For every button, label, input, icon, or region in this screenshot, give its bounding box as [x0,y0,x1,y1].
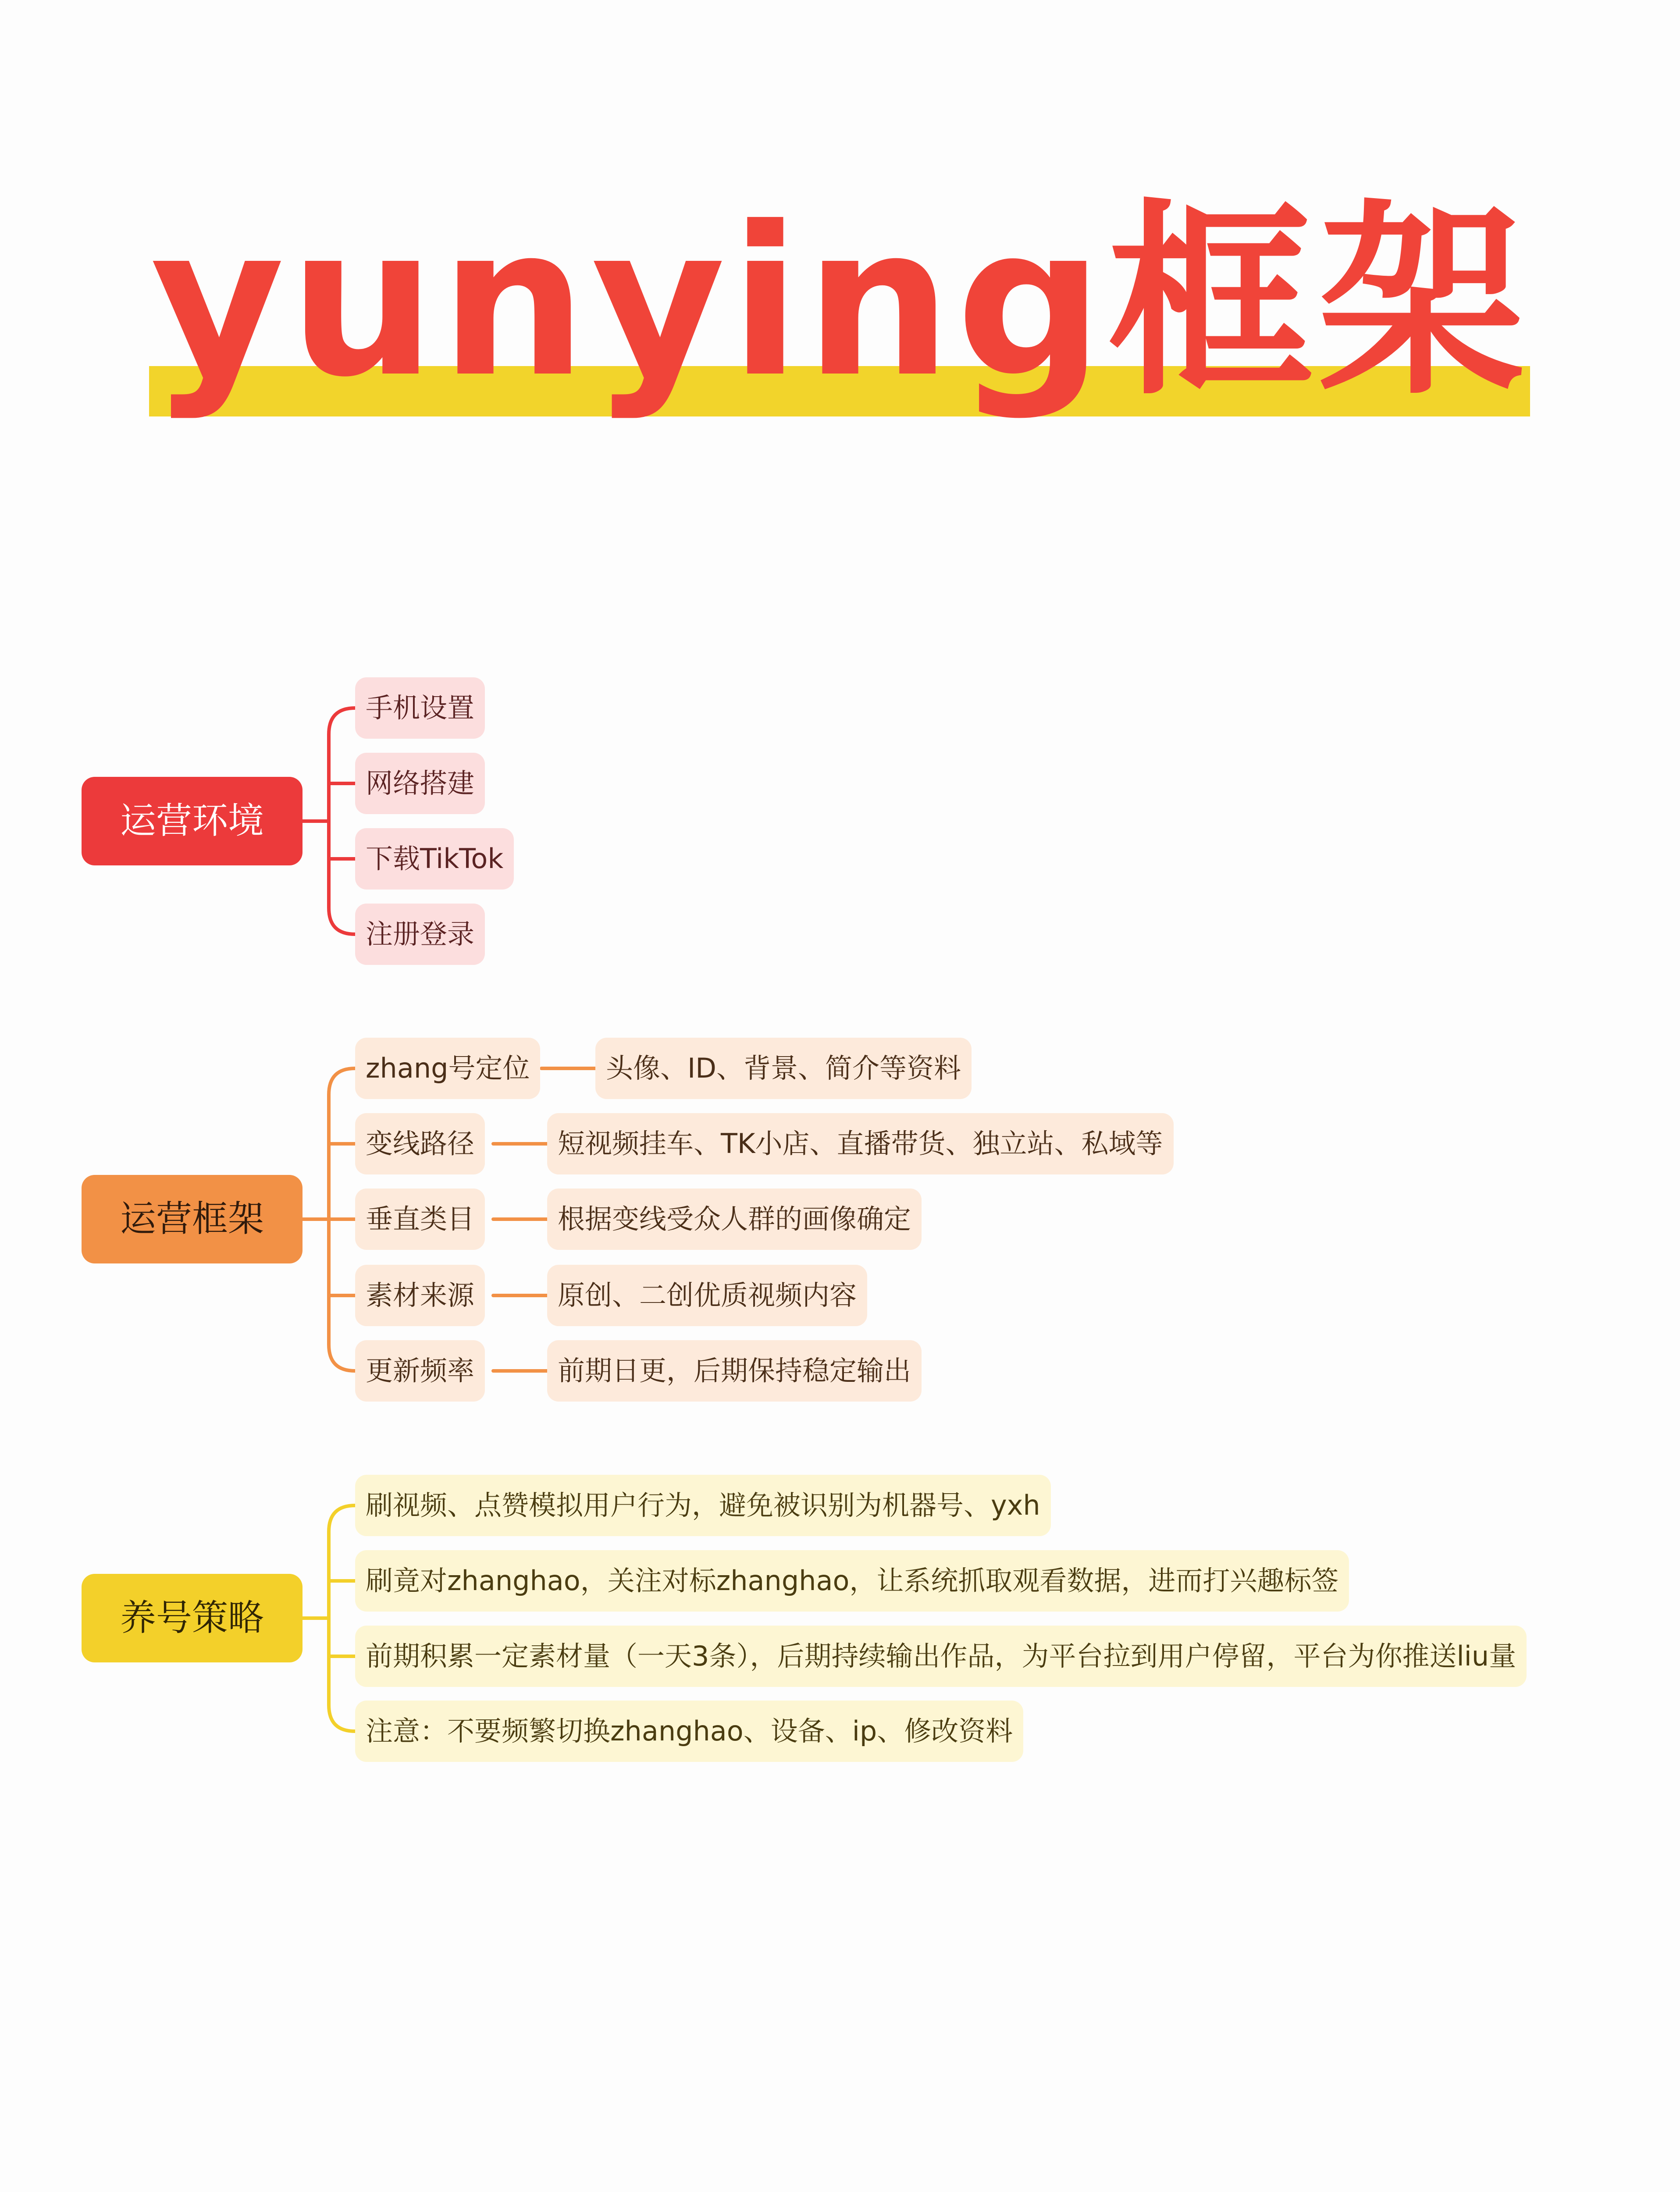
env-node-network: 网络搭建 [355,753,485,814]
frame-detail-frequency: 前期日更，后期保持稳定输出 [547,1340,922,1402]
branch-root-strategy: 养号策略 [82,1574,303,1662]
connector-group-strategy [303,1505,355,1731]
frame-detail-positioning: 头像、ID、背景、简介等资料 [595,1038,972,1099]
frame-detail-source: 原创、二创优质视频内容 [547,1265,867,1326]
connector-group-env [303,708,355,934]
frame-node-source: 素材来源 [355,1265,485,1326]
env-node-register: 注册登录 [355,904,485,965]
branch-root-env: 运营环境 [82,777,303,865]
page-title: yunying框架 [150,182,1529,422]
frame-node-positioning: zhang号定位 [355,1038,540,1099]
strategy-node-3: 前期积累一定素材量（一天3条），后期持续输出作品，为平台拉到用户停留，平台为你推送liu量 [355,1626,1527,1687]
frame-node-frequency: 更新频率 [355,1340,485,1402]
strategy-node-4: 注意：不要频繁切换zhanghao、设备、ip、修改资料 [355,1701,1023,1762]
strategy-node-2: 刷竟对zhanghao，关注对标zhanghao，让系统抓取观看数据，进而打兴趣标签 [355,1550,1349,1612]
env-node-phone-setup: 手机设置 [355,677,485,739]
frame-node-category: 垂直类目 [355,1189,485,1250]
branch-root-frame: 运营框架 [82,1175,303,1263]
env-node-download: 下载TikTok [355,828,514,890]
frame-detail-category: 根据变线受众人群的画像确定 [547,1189,922,1250]
strategy-node-1: 刷视频、点赞模拟用户行为，避免被识别为机器号、yxh [355,1475,1051,1536]
frame-detail-path: 短视频挂车、TK小店、直播带货、独立站、私域等 [547,1113,1174,1174]
frame-node-path: 变线路径 [355,1113,485,1174]
